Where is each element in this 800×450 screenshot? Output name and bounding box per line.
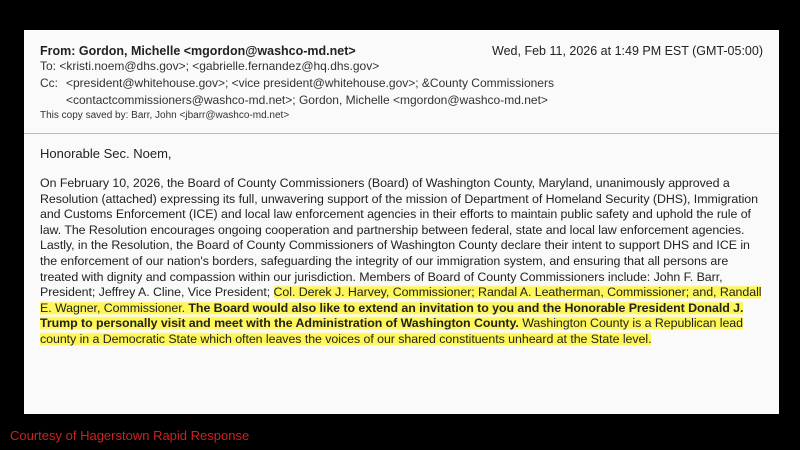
credit-caption: Courtesy of Hagerstown Rapid Response (10, 428, 250, 443)
cc-label: Cc: (40, 76, 58, 90)
email-header-row (40, 44, 763, 58)
email-printout (24, 30, 779, 414)
letter-body (40, 176, 763, 348)
from-line: From: Gordon, Michelle <mgordon@washco-md.net> (40, 44, 356, 58)
commissioners-text: Col. Derek J. Harvey, Commissioner; Randal A. Leatherman, Commissioner; and, Randall E. Wagner, Commissioner. (40, 285, 762, 315)
letter-paragraph: On February 10, 2026, the Board of County Commissioners (Board) of Washington County, Maryland, unanimously approved a Resolution (attached) expressing its full, unwavering support of the mission of Department of Homeland Security (DHS), Immigration and Customs Enforcement (ICE) and local law enforcement agencies in their efforts to maintain public safety and uphold the rule of law. The Resolution encourages ongoing cooperation and partnership between federal, state and local law enforcement agencies. Lastly, in the Resolution, the Board of County Commissioners of Washington County declare their intent to support DHS and ICE in the enforcement of our nation's borders, safeguarding the integrity of our immigration system, and ensuring that all persons are treated with dignity and compassion within our jurisdiction. Members of Board of County Commissioners include: John F. Barr, President; Jeffrey A. Cline, Vice President; (40, 176, 758, 300)
cc-recipients-line-1: <president@whitehouse.gov>; <vice president@whitehouse.gov>; &County Commissioners (66, 76, 554, 90)
saved-by-line: This copy saved by: Barr, John <jbarr@washco-md.net> (40, 110, 290, 121)
greeting: Honorable Sec. Noem, (40, 146, 172, 161)
header-divider (24, 133, 779, 134)
cc-line (40, 75, 763, 109)
cc-recipients-line-2: <contactcommissioners@washco-md.net>; Gordon, Michelle <mgordon@washco-md.net> (66, 93, 548, 107)
cc-recipients (66, 75, 554, 109)
to-line: To: <kristi.noem@dhs.gov>; <gabrielle.fernandez@hq.dhs.gov> (40, 59, 380, 73)
invitation-text: The Board would also like to extend an invitation to you and the Honorable President Donald J. Trump to personally visit and meet with the Administration of Washington County. (40, 300, 744, 331)
closing-text: Washington County is a Republican lead county in a Democratic State which often leaves the voices of our shared constituents unheard at the State level. (40, 316, 743, 346)
sent-date: Wed, Feb 11, 2026 at 1:49 PM EST (GMT-05:00) (492, 44, 763, 58)
